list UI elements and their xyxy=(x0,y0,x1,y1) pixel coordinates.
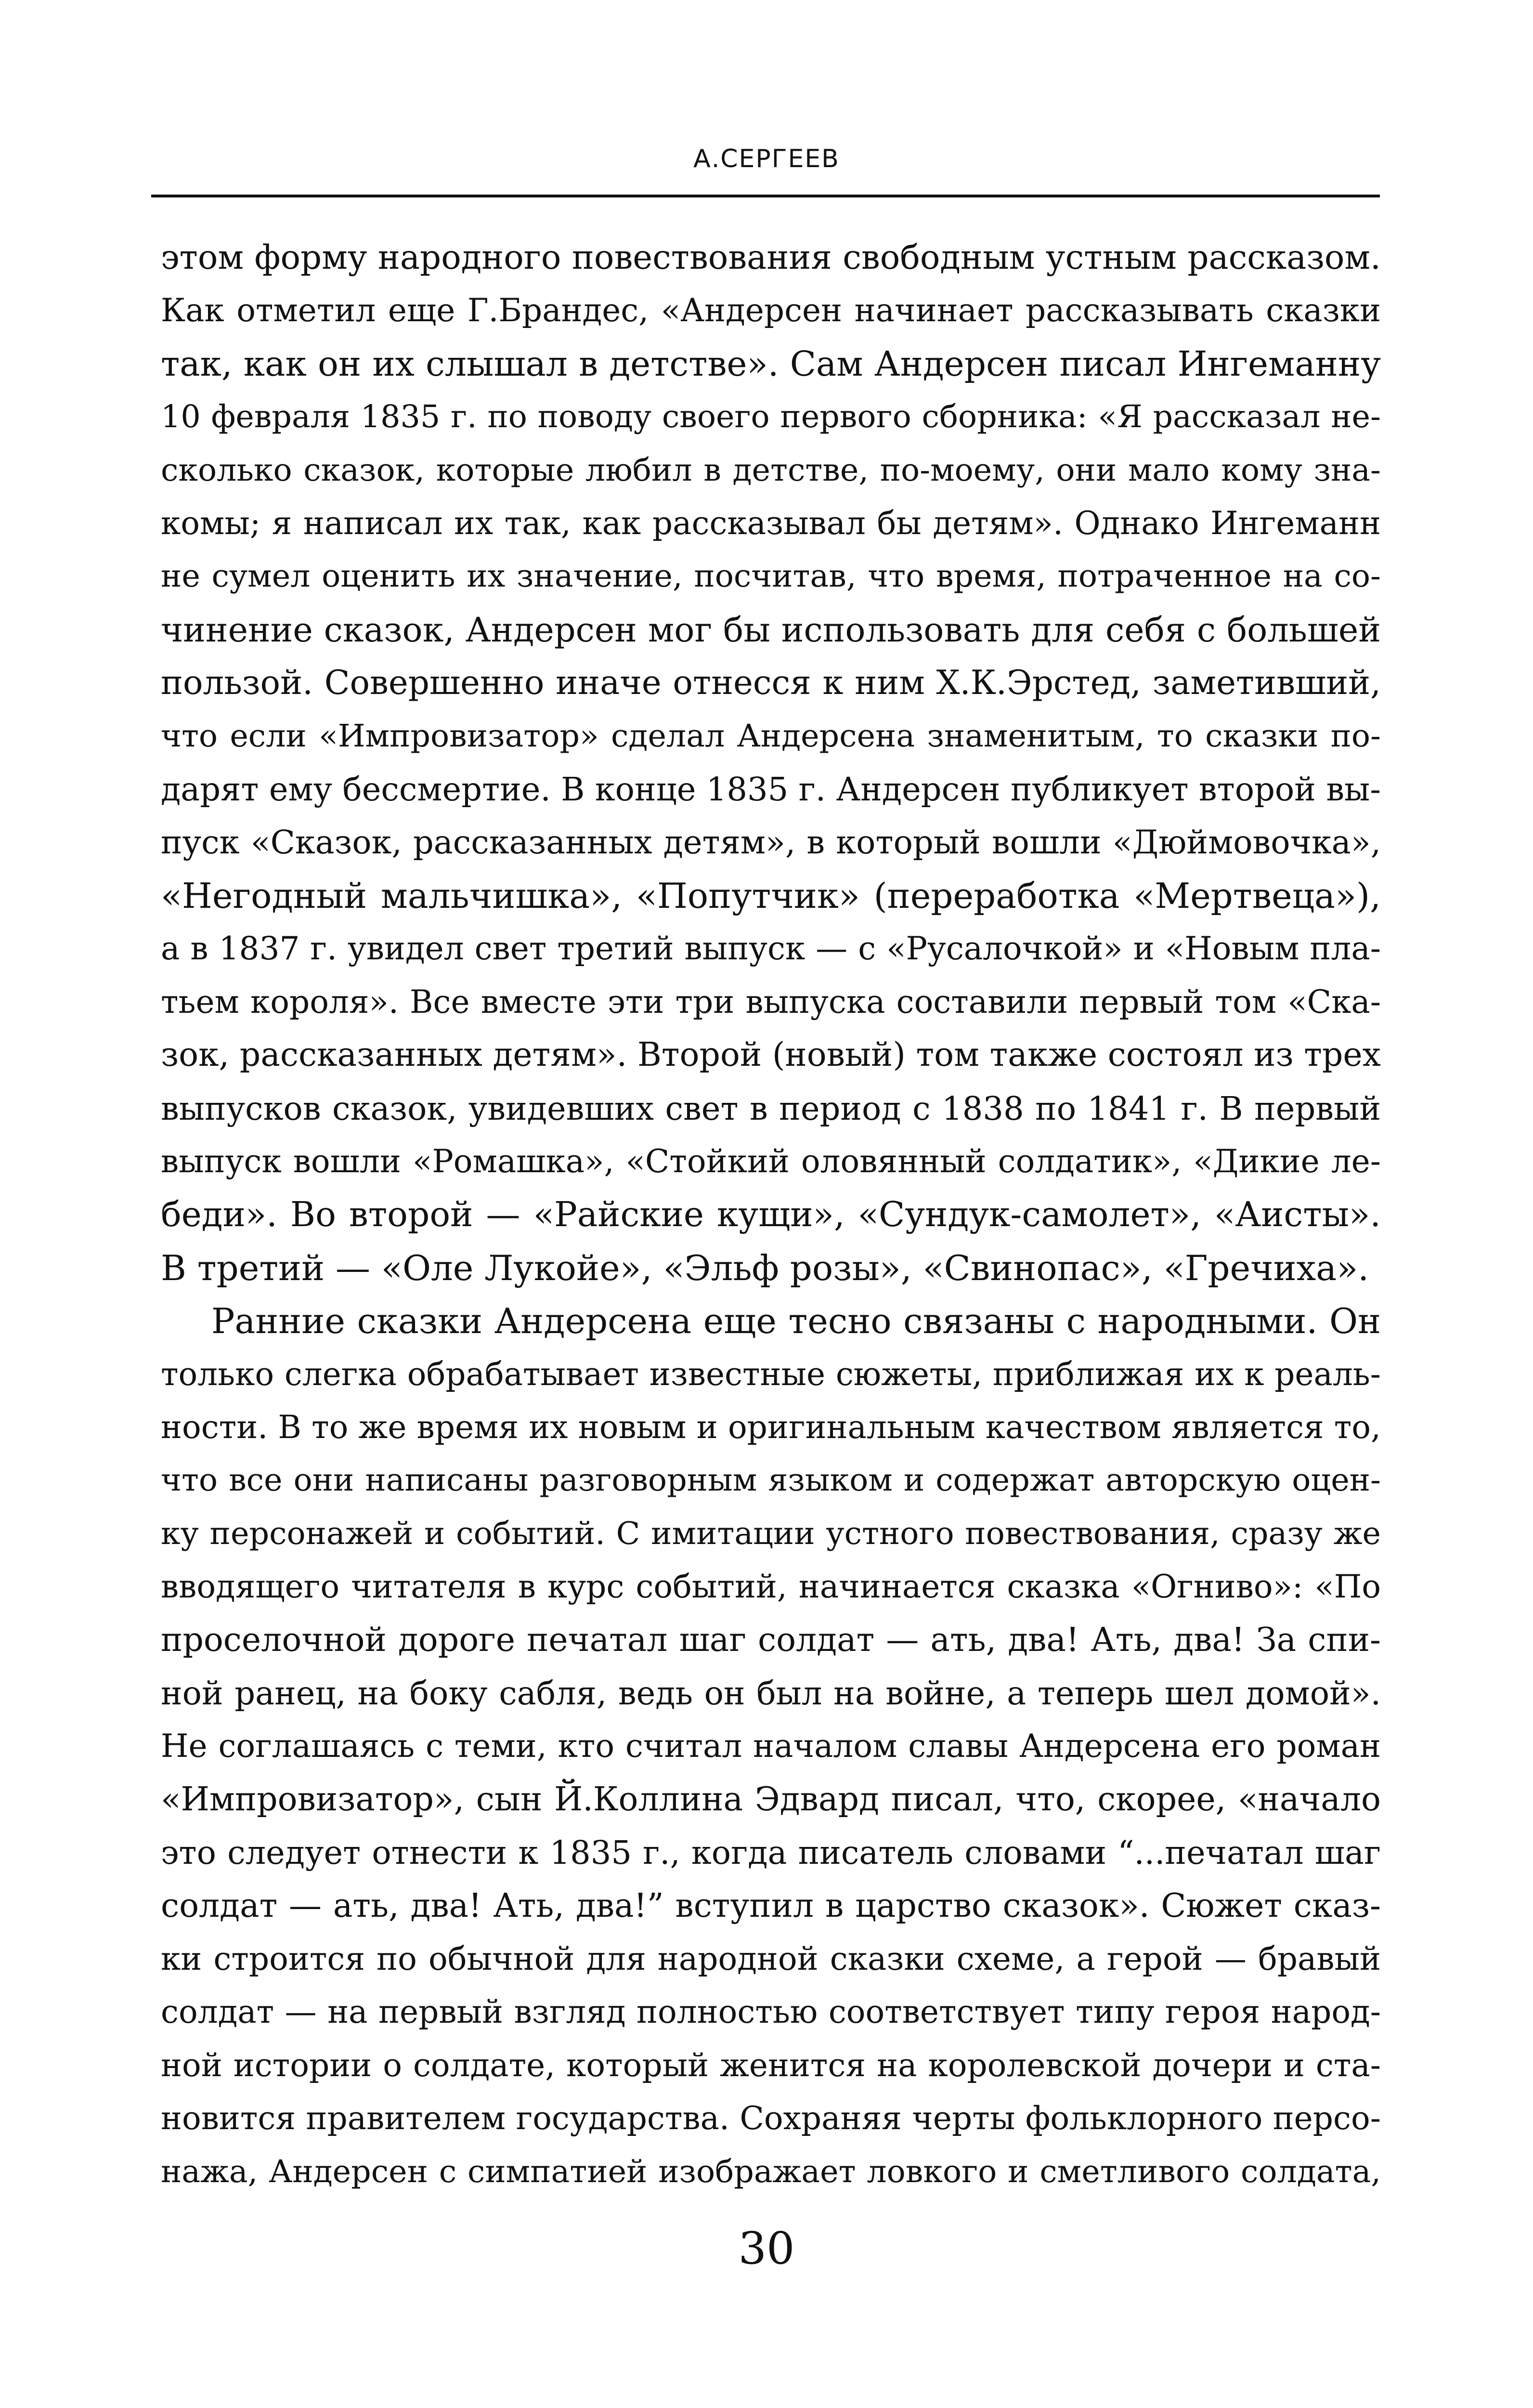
text-line: Не соглашаясь с теми, кто считал началом славы Андерсена его роман xyxy=(161,1727,1381,1765)
text-line: тьем короля». Все вместе эти три выпуска составили первый том «Ска- xyxy=(161,983,1381,1021)
body-text xyxy=(161,231,1381,2199)
text-line: ку персонажей и событий. С имитации устного повествования, сразу же xyxy=(161,1515,1381,1552)
text-line: ки строится по обычной для народной сказки схеме, а герой — бравый xyxy=(161,1940,1381,1977)
text-line: ности. В то же время их новым и оригинальным качеством является то, xyxy=(161,1408,1381,1446)
text-line: сколько сказок, которые любил в детстве, по-моему, они мало кому зна- xyxy=(161,452,1381,488)
text-line: Ранние сказки Андерсена еще тесно связаны с народными. Он xyxy=(211,1301,1381,1342)
text-line: что если «Импровизатор» сделал Андерсена знаменитым, то сказки по- xyxy=(161,718,1381,754)
text-line: дарят ему бессмертие. В конце 1835 г. Андерсен публикует второй вы- xyxy=(161,771,1381,809)
text-line: зок, рассказанных детям». Второй (новый) том также состоял из трех xyxy=(161,1036,1381,1074)
text-line: проселочной дороге печатал шаг солдат — ать, два! Ать, два! За спи- xyxy=(161,1621,1381,1659)
text-line: беди». Во второй — «Райские кущи», «Сундук-самолет», «Аисты». xyxy=(161,1194,1381,1235)
text-line: вводящего читателя в курс событий, начинается сказка «Огниво»: «По xyxy=(161,1568,1381,1606)
text-line: этом форму народного повествования свободным устным рассказом. xyxy=(161,238,1381,277)
text-line: это следует отнести к 1835 г., когда писатель словами “...печатал шаг xyxy=(161,1834,1381,1872)
text-line: В третий — «Оле Лукойе», «Эльф розы», «Свинопас», «Гречиха». xyxy=(161,1247,1369,1288)
running-head: А.СЕРГЕЕВ xyxy=(693,144,840,173)
header-rule xyxy=(151,195,1380,197)
text-line: 10 февраля 1835 г. по поводу своего первого сборника: «Я рассказал не- xyxy=(161,399,1381,435)
text-line: выпусков сказок, увидевших свет в период с 1838 по 1841 г. В первый xyxy=(161,1089,1381,1127)
text-line: что все они написаны разговорным языком и содержат авторскую оцен- xyxy=(161,1462,1381,1499)
text-line: а в 1837 г. увидел свет третий выпуск — с «Русалочкой» и «Новым пла- xyxy=(161,930,1381,968)
text-line: «Негодный мальчишка», «Попутчик» (переработка «Мертвеца»), xyxy=(161,875,1381,916)
text-line: не сумел оценить их значение, посчитав, что время, потраченное на со- xyxy=(161,558,1381,595)
text-line: чинение сказок, Андерсен мог бы использовать для себя с большей xyxy=(161,610,1381,650)
text-line: солдат — на первый взгляд полностью соответствует типу героя народ- xyxy=(161,1993,1381,2031)
text-line: пользой. Совершенно иначе отнесся к ним Х.К.Эрстед, заметивший, xyxy=(161,664,1381,703)
text-line: нажа, Андерсен с симпатией изображает ловкого и сметливого солдата, xyxy=(161,2153,1381,2190)
text-line: выпуск вошли «Ромашка», «Стойкий оловянный солдатик», «Дикие ле- xyxy=(161,1142,1381,1180)
text-line: пуск «Сказок, рассказанных детям», в который вошли «Дюймовочка», xyxy=(161,824,1381,862)
text-line: новится правителем государства. Сохраняя черты фольклорного персо- xyxy=(161,2100,1381,2137)
text-line: «Импровизатор», сын Й.Коллина Эдвард писал, что, скорее, «начало xyxy=(161,1780,1381,1819)
text-line: только слегка обрабатывает известные сюжеты, приближая их к реаль- xyxy=(161,1355,1381,1393)
text-line: ной ранец, на боку сабля, ведь он был на войне, а теперь шел домой». xyxy=(161,1674,1381,1712)
text-line: Как отметил еще Г.Брандес, «Андерсен начинает рассказывать сказки xyxy=(161,292,1381,329)
text-line: ной истории о солдате, который женится на королевской дочери и ста- xyxy=(161,2046,1381,2084)
text-line: так, как он их слышал в детстве». Сам Андерсен писал Ингеманну xyxy=(161,343,1381,384)
text-line: комы; я написал их так, как рассказывал бы детям». Однако Ингеманн xyxy=(161,505,1381,542)
page-number: 30 xyxy=(738,2223,795,2274)
text-line: солдат — ать, два! Ать, два!” вступил в царство сказок». Сюжет сказ- xyxy=(161,1886,1381,1925)
